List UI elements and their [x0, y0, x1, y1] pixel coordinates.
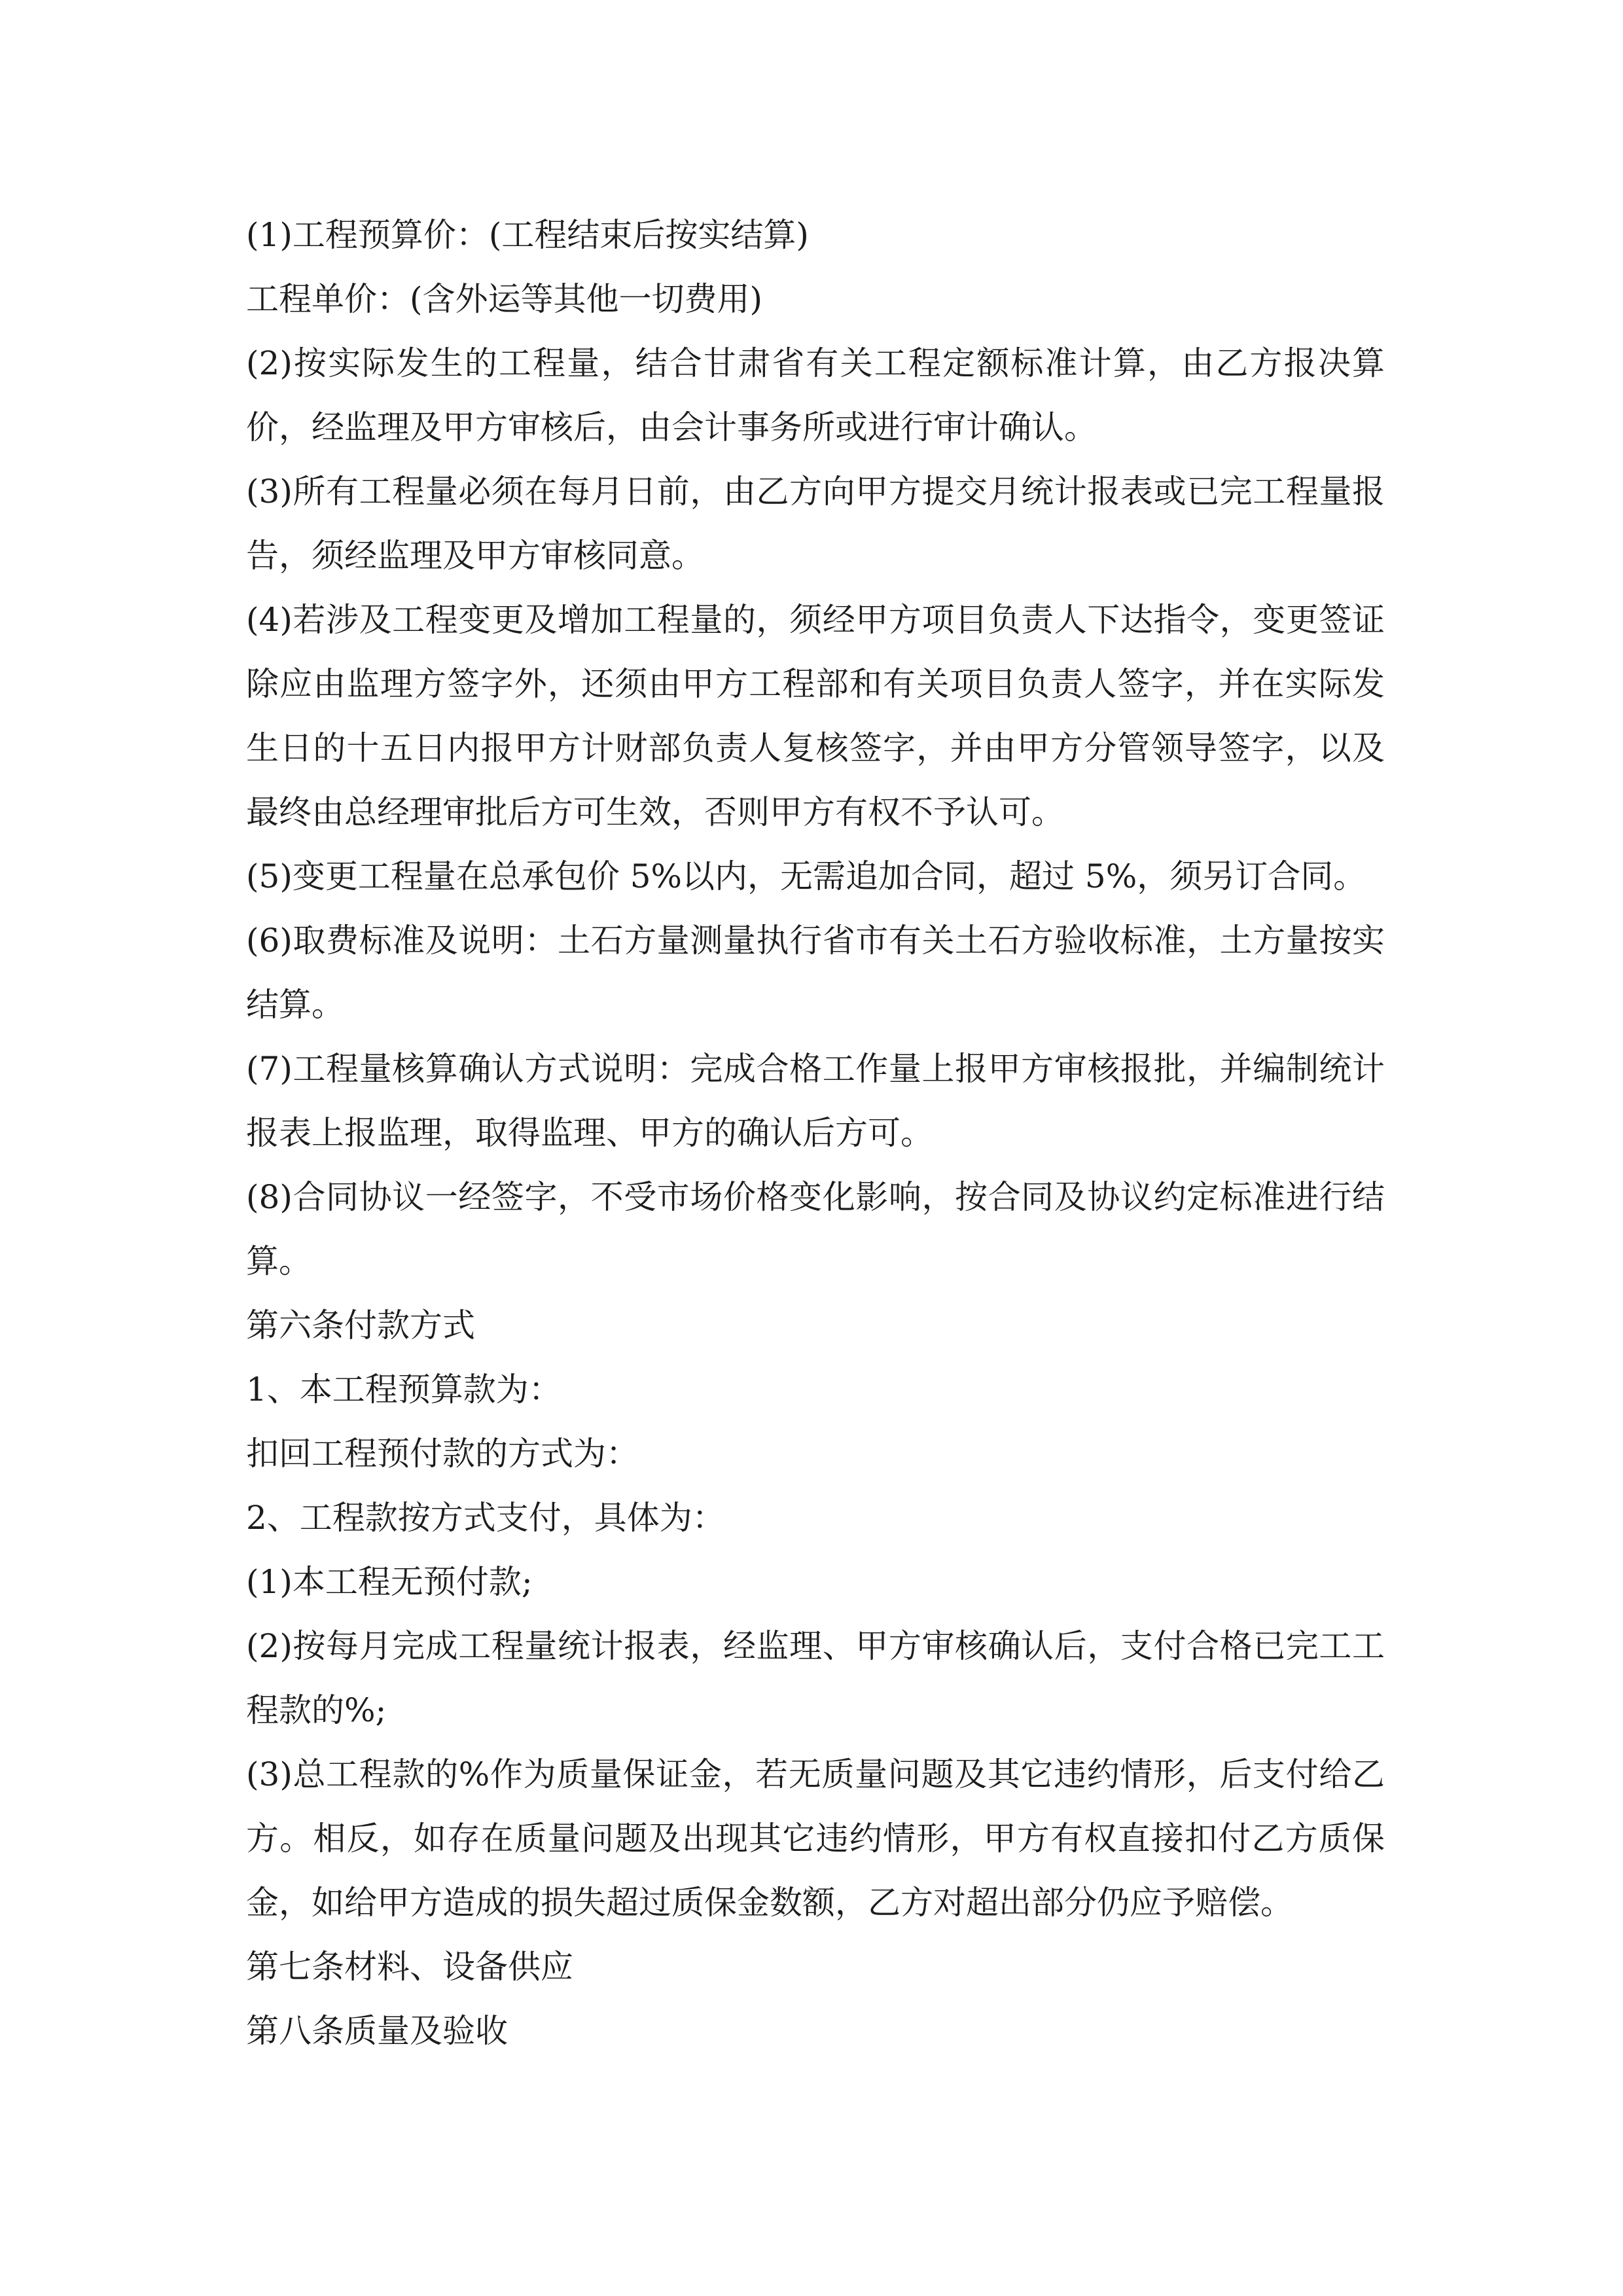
payment-no-advance: (1)本工程无预付款;: [246, 1563, 533, 1601]
payment-monthly-progress: (2)按每月完成工程量统计报表，经监理、甲方审核确认后，支付合格已完工工程款的%;: [246, 1627, 1385, 1729]
clause-unit-price: 工程单价：(含外运等其他一切费用): [246, 280, 763, 318]
clause-change-orders: (4)若涉及工程变更及增加工程量的，须经甲方项目负责人下达指令，变更签证除应由监理方签字外，还须由甲方工程部和有关项目负责人签字，并在实际发生日的十五日内报甲方计财部负责人复核签字，并由甲方分管领导签字，以及最终由总经理审批后方可生效，否则甲方有权不予认可。: [246, 601, 1385, 831]
article-eight-heading: 第八条质量及验收: [246, 2012, 508, 2050]
clause-change-limit: (5)变更工程量在总承包价 5%以内，无需追加合同，超过 5%，须另订合同。: [246, 857, 1366, 895]
article-seven-heading: 第七条材料、设备供应: [246, 1948, 573, 1986]
payment-budget-amount: 1、本工程预算款为：: [246, 1371, 562, 1408]
article-six-heading: 第六条付款方式: [246, 1306, 475, 1344]
clause-fee-standard: (6)取费标准及说明：土石方量测量执行省市有关土石方验收标准，土方量按实结算。: [246, 922, 1385, 1024]
clause-budget-price: (1)工程预算价：(工程结束后按实结算): [246, 216, 809, 254]
payment-method: 2、工程款按方式支付，具体为：: [246, 1499, 725, 1537]
payment-quality-retention: (3)总工程款的%作为质量保证金，若无质量问题及其它违约情形，后支付给乙方。相反，如存在质量问题及出现其它违约情形，甲方有权直接扣付乙方质保金，如给甲方造成的损失超过质保金数额，乙方对超出部分仍应予赔偿。: [246, 1755, 1385, 1922]
clause-quantity-confirmation: (7)工程量核算确认方式说明：完成合格工作量上报甲方审核报批，并编制统计报表上报监理，取得监理、甲方的确认后方可。: [246, 1050, 1385, 1152]
clause-fixed-price: (8)合同协议一经签字，不受市场价格变化影响，按合同及协议约定标准进行结算。: [246, 1178, 1385, 1280]
document-body: [246, 203, 1385, 2063]
payment-advance-deduction: 扣回工程预付款的方式为：: [246, 1435, 639, 1473]
clause-settlement-calculation: (2)按实际发生的工程量，结合甘肃省有关工程定额标准计算，由乙方报决算价，经监理及甲方审核后，由会计事务所或进行审计确认。: [246, 344, 1385, 446]
clause-monthly-report: (3)所有工程量必须在每月日前，由乙方向甲方提交月统计报表或已完工程量报告，须经监理及甲方审核同意。: [246, 473, 1385, 575]
